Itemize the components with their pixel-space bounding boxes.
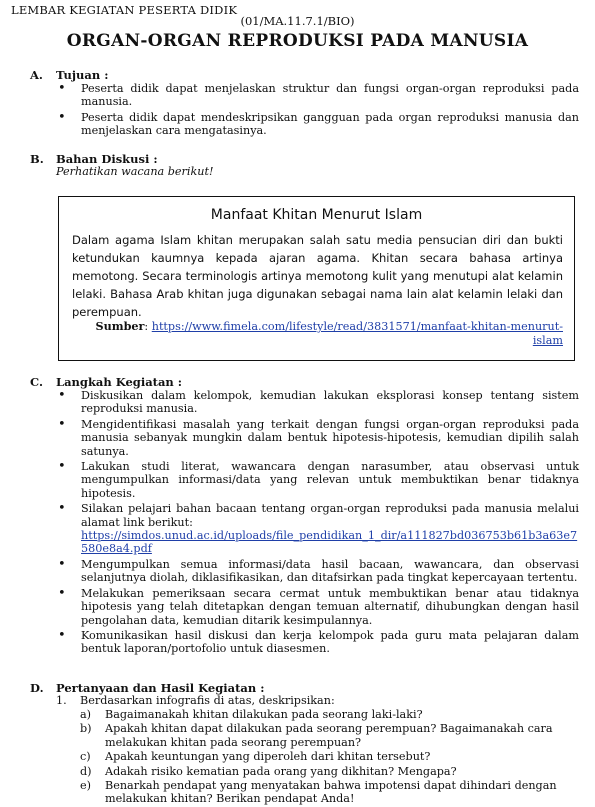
source-link[interactable]: https://www.fimela.com/lifestyle/read/3831571/manfaat-khitan-menurut-islam [151, 320, 563, 347]
sub-question-list [80, 708, 580, 807]
sub-question [80, 722, 580, 749]
activity-steps-list [56, 389, 579, 658]
section-b-title: Bahan Diskusi : [56, 152, 158, 166]
list-item: • Mengidentifikasi masalah yang terkait dengan fungsi organ-organ reproduksi pada manusia sebanyak mungkin dalam bentuk hipotesis-hipotesis, kemudian dipilih salah satunya. [56, 418, 579, 458]
question-text: Berdasarkan infografis di atas, deskripsikan: [80, 694, 335, 707]
source-separator: : [144, 320, 152, 333]
section-a-title: Tujuan : [56, 68, 109, 82]
list-item: • Peserta didik dapat menjelaskan struktur dan fungsi organ-organ reproduksi pada manusia. [56, 82, 579, 109]
passage-body: Dalam agama Islam khitan merupakan salah satu media pensucian diri dan bukti ketundukan kaumnya kepada ajaran agama. Khitan secara bahasa artinya memotong. Secara terminologis artinya memotong kulit yang menutupi alat kelamin lelaki. Bahasa Arab khitan juga digunakan sebagai nama lain alat kelamin lelaki dan perempuan. [72, 233, 563, 319]
objectives-list [56, 82, 579, 140]
section-d-letter: D. [30, 681, 44, 695]
list-item [56, 502, 579, 556]
passage-title: Manfaat Khitan Menurut Islam [210, 207, 423, 223]
list-item: • Lakukan studi literat, wawancara dengan narasumber, atau observasi untuk mengumpulkan informasi/data yang relevan untuk membuktikan benar tidaknya hipotesis. [56, 460, 579, 500]
section-c-title: Langkah Kegiatan : [56, 375, 183, 389]
section-a-letter: A. [30, 68, 43, 82]
sub-question-text: Benarkah pendapat yang menyatakan bahwa impotensi dapat dihindari dengan melakukan khitan? Berikan pendapat Anda! [105, 779, 557, 806]
list-item: • Komunikasikan hasil diskusi dan kerja kelompok pada guru mata pelajaran dalam bentuk laporan/portofolio untuk diasesmen. [56, 629, 579, 656]
sub-question-text: Adakah risiko kematian pada orang yang dikhitan? Mengapa? [105, 764, 457, 778]
sub-question-letter: b) [80, 722, 92, 736]
sub-question [80, 779, 580, 806]
list-item-text: Silakan pelajari bahan bacaan tentang organ-organ reproduksi pada manusia melalui alamat link berikut: [81, 502, 579, 529]
list-item: • Peserta didik dapat mendeskripsikan gangguan pada organ reproduksi manusia dan menjelaskan cara mengatasinya. [56, 111, 579, 138]
discussion-instruction: Perhatikan wacana berikut! [56, 165, 214, 178]
sub-question-text: Apakah khitan dapat dilakukan pada seorang perempuan? Bagaimanakah cara melakukan khitan pada seorang perempuan? [105, 722, 553, 749]
source-label: Sumber [95, 319, 145, 333]
list-item: • Melakukan pemeriksaan secara cermat untuk membuktikan benar atau tidaknya hipotesis yang telah ditetapkan dengan temuan alternatif, dihubungkan dengan hasil pengolahan data, kemudian ditarik kesimpulannya. [56, 587, 579, 627]
sub-question [80, 708, 580, 721]
section-d-title: Pertanyaan dan Hasil Kegiatan : [56, 681, 265, 695]
list-item: • Mengumpulkan semua informasi/data hasil bacaan, wawancara, dan observasi selanjutnya diolah, diklasifikasikan, dan ditafsirkan pada tingkat kepercayaan tertentu. [56, 558, 579, 585]
sub-question [80, 765, 580, 778]
reading-material-link[interactable]: https://simdos.unud.ac.id/uploads/file_pendidikan_1_dir/a111827bd036753b61b3a63e7580e8a4.pdf [81, 529, 578, 556]
sub-question-letter: a) [80, 708, 92, 721]
sub-question [80, 750, 580, 763]
sub-question-letter: d) [80, 764, 92, 778]
page-title: ORGAN-ORGAN REPRODUKSI PADA MANUSIA [66, 31, 529, 51]
sub-question-text: Apakah keuntungan yang diperoleh dari khitan tersebut? [105, 750, 431, 764]
passage-source [72, 319, 563, 348]
sub-question-letter: c) [80, 750, 91, 764]
question-number: 1. [56, 694, 67, 707]
document-code: (01/MA.11.7.1/BIO) [240, 14, 355, 28]
section-c-letter: C. [30, 375, 43, 389]
sub-question-letter: e) [80, 779, 91, 793]
section-b-letter: B. [30, 152, 44, 166]
list-item: • Diskusikan dalam kelompok, kemudian lakukan eksplorasi konsep tentang sistem reproduksi manusia. [56, 389, 579, 416]
document-type-label: LEMBAR KEGIATAN PESERTA DIDIK [11, 3, 238, 17]
sub-question-text: Bagaimanakah khitan dilakukan pada seorang laki-laki? [105, 708, 423, 721]
